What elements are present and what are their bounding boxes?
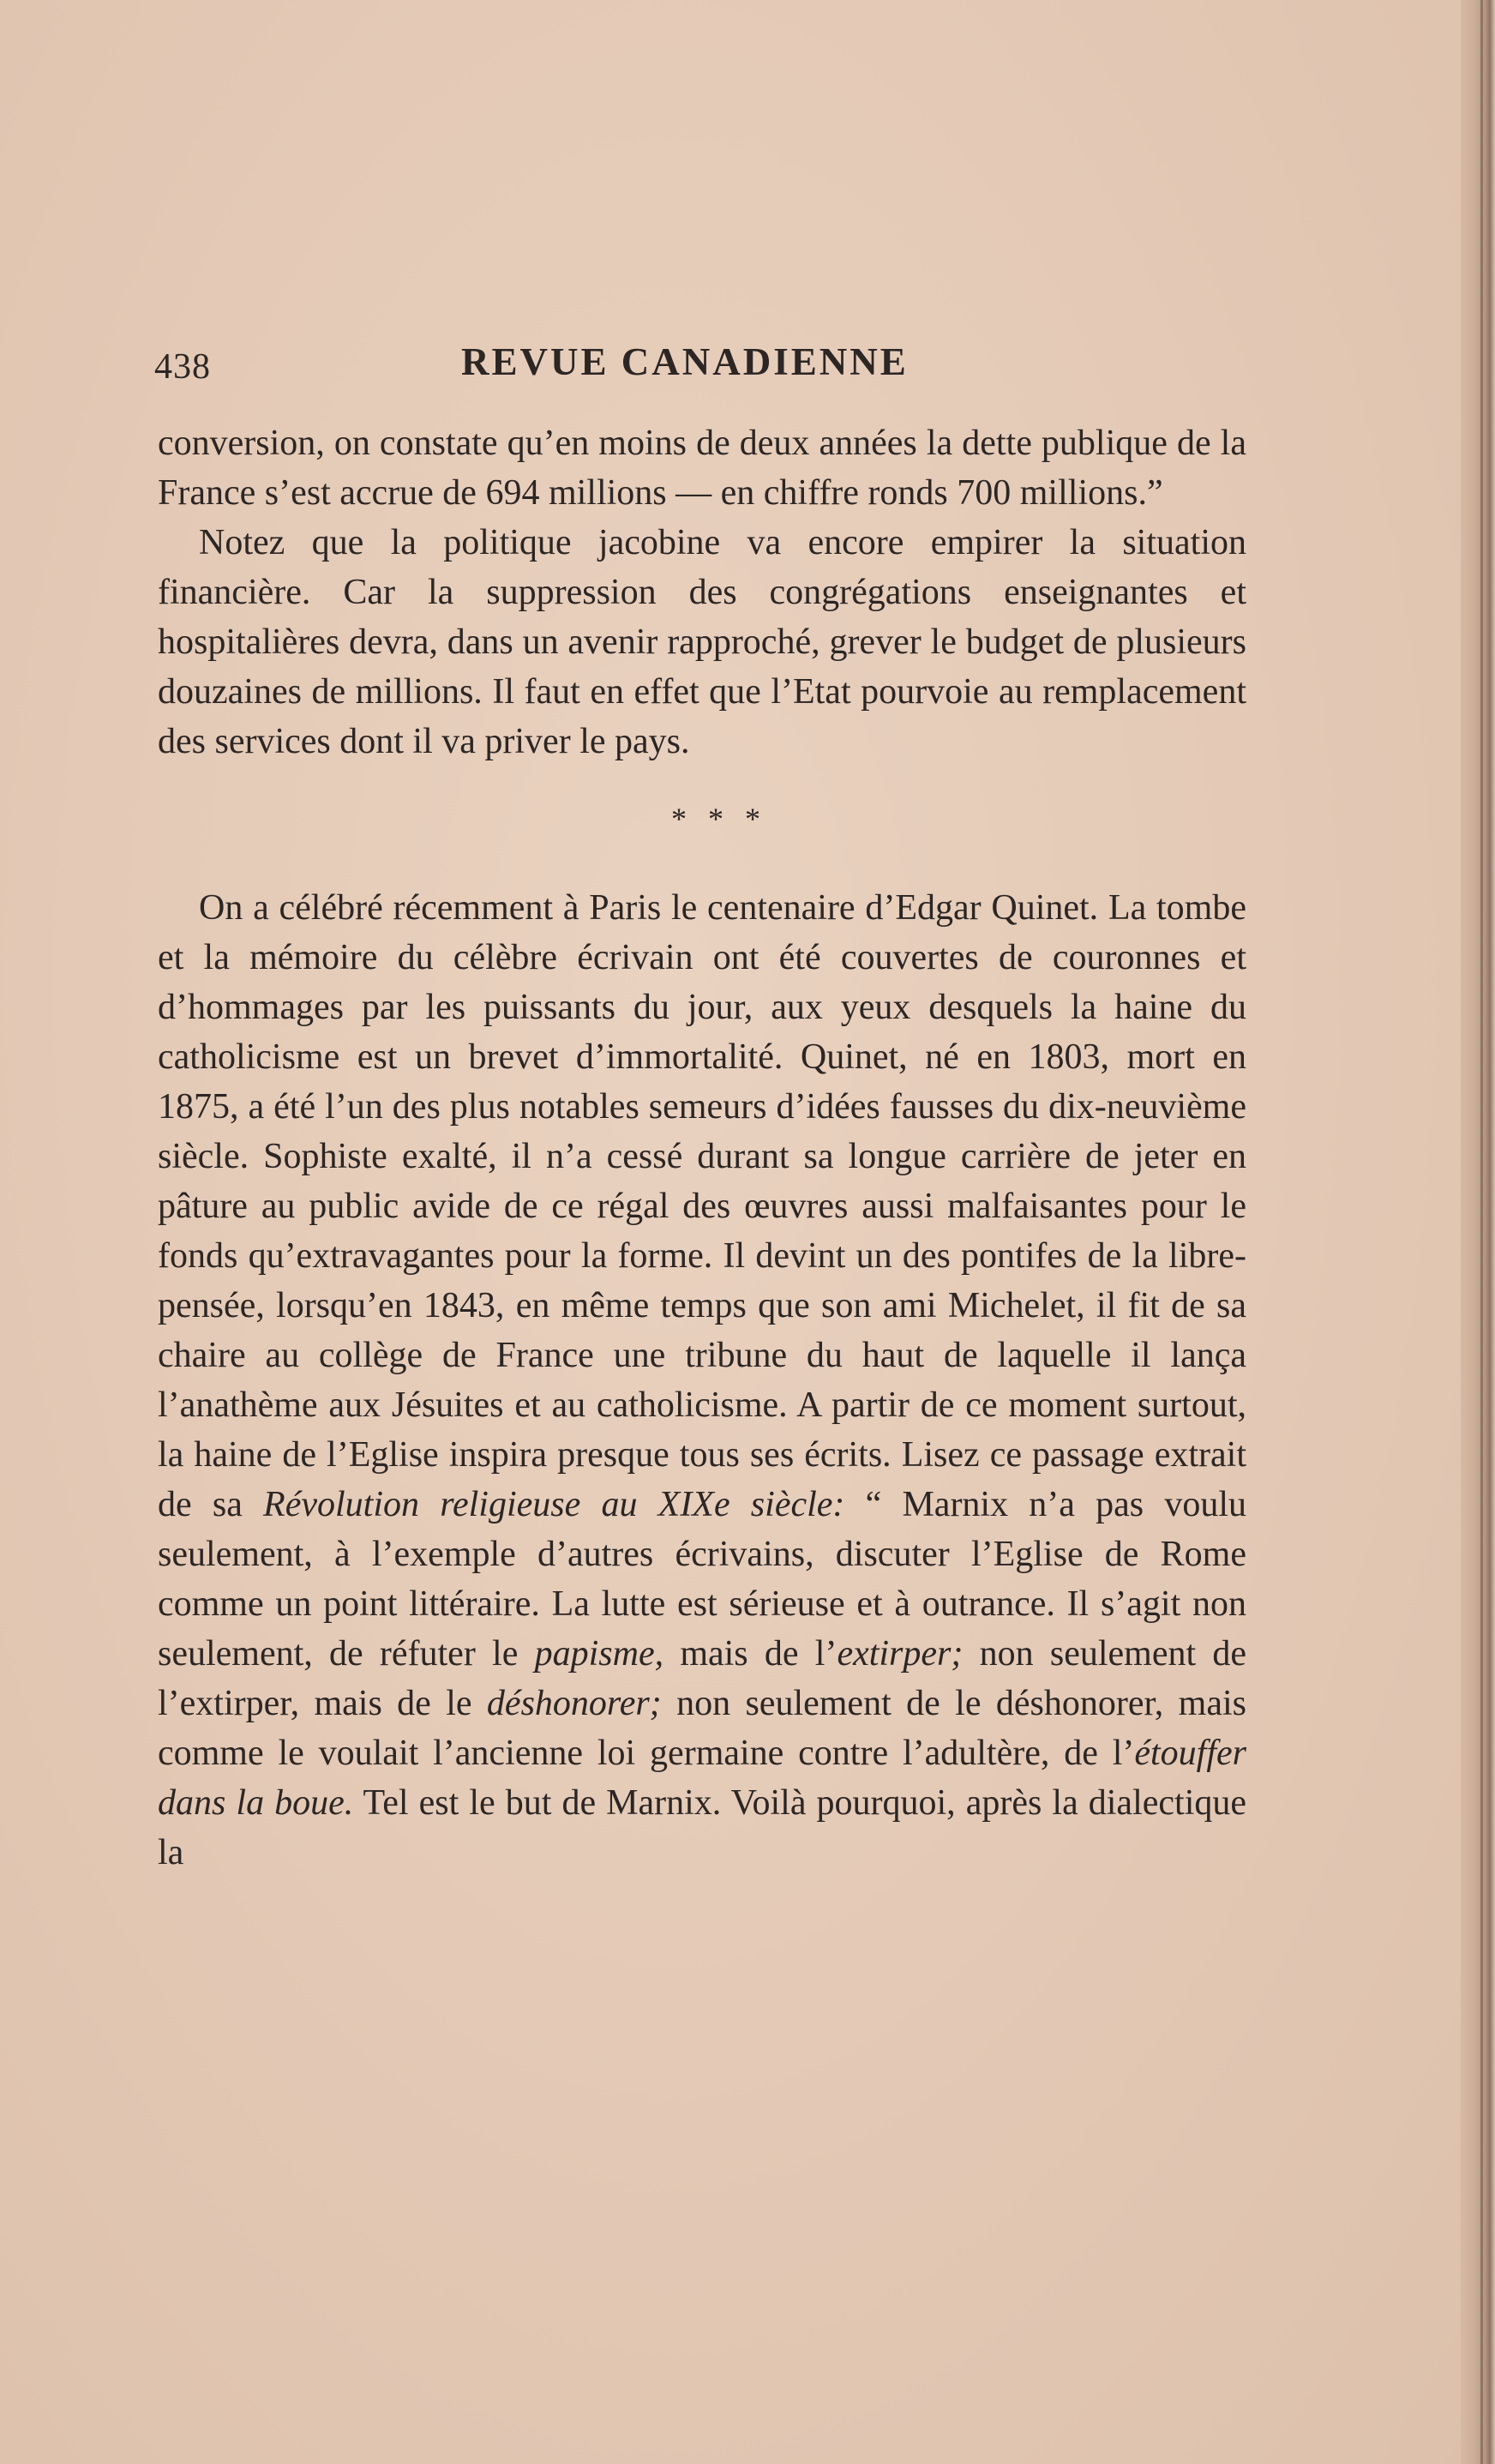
page-edge	[1461, 0, 1495, 2464]
running-title: REVUE CANADIENNE	[461, 340, 909, 383]
emphasis-deshonorer: déshonorer;	[486, 1684, 662, 1723]
text-run: “ Marnix n’a pas voulu seulement, à l’exemple d’autres écrivains, discuter l’Eglise de Rome comme un point littéraire. La lutte est sérieuse et à outrance. Il s’agit non seulement, de réfuter le	[158, 1485, 1246, 1674]
text-run: non seulement de l’extirper, mais de le	[158, 1634, 1247, 1723]
text-run: non seulement de le déshonorer, mais comme le voulait l’ancienne loi germaine contre l’adultère, de l’	[158, 1684, 1246, 1773]
text-run: Tel est le but de Marnix. Voilà pourquoi, après la dialectique la	[158, 1783, 1246, 1872]
binding-line	[1480, 0, 1483, 2464]
paragraph-quinet	[158, 883, 1246, 1878]
section-separator: * * *	[671, 802, 767, 836]
page-number: 438	[154, 347, 211, 387]
book-title: Révolution religieuse au XIXe siècle:	[263, 1485, 845, 1524]
emphasis-extirper: extirper;	[837, 1634, 964, 1674]
page-header	[154, 340, 1252, 400]
text-run: mais de l’	[663, 1634, 838, 1674]
paragraph-continuation: conversion, on constate qu’en moins de deux années la dette publique de la France s’est accrue de 694 millions — en chiffre ronds 700 millions.”	[158, 424, 1246, 513]
emphasis-papisme: papisme,	[534, 1634, 664, 1674]
emphasis-etouffer: étouffer dans la boue.	[158, 1734, 1246, 1823]
paragraph-politique: Notez que la politique jacobine va encore empirer la situation financière. Car la suppression des congrégations enseignantes et hospitalières devra, dans un avenir rapproché, grever le budget de plusieurs douzaines de millions. Il faut en effet que l’Etat pourvoie au remplacement des services dont il va priver le pays.	[158, 523, 1246, 761]
body-text	[158, 418, 1246, 1878]
text-run: On a célébré récemment à Paris le centenaire d’Edgar Quinet. La tombe et la mémoire du célèbre écrivain ont été couvertes de couronnes et d’hommages par les puissants du jour, aux yeux desquels la haine du catholicisme est un brevet d’immortalité. Quinet, né en 1803, mort en 1875, a été l’un des plus notables semeurs d’idées fausses du dix-neuvième siècle. Sophiste exalté, il n’a cessé durant sa longue carrière de jeter en pâture au public avide de ce régal des œuvres aussi malfaisantes pour le fonds qu’extravagantes pour la forme. Il devint un des pontifes de la libre-pensée, lorsqu’en 1843, en même temps que son ami Michelet, il fit de sa chaire au collège de France une tribune du haut de laquelle il lança l’anathème aux Jésuites et au catholicisme. A partir de ce moment surtout, la haine de l’Eglise inspira presque tous ses écrits. Lisez ce passage extrait de sa	[158, 888, 1246, 1524]
